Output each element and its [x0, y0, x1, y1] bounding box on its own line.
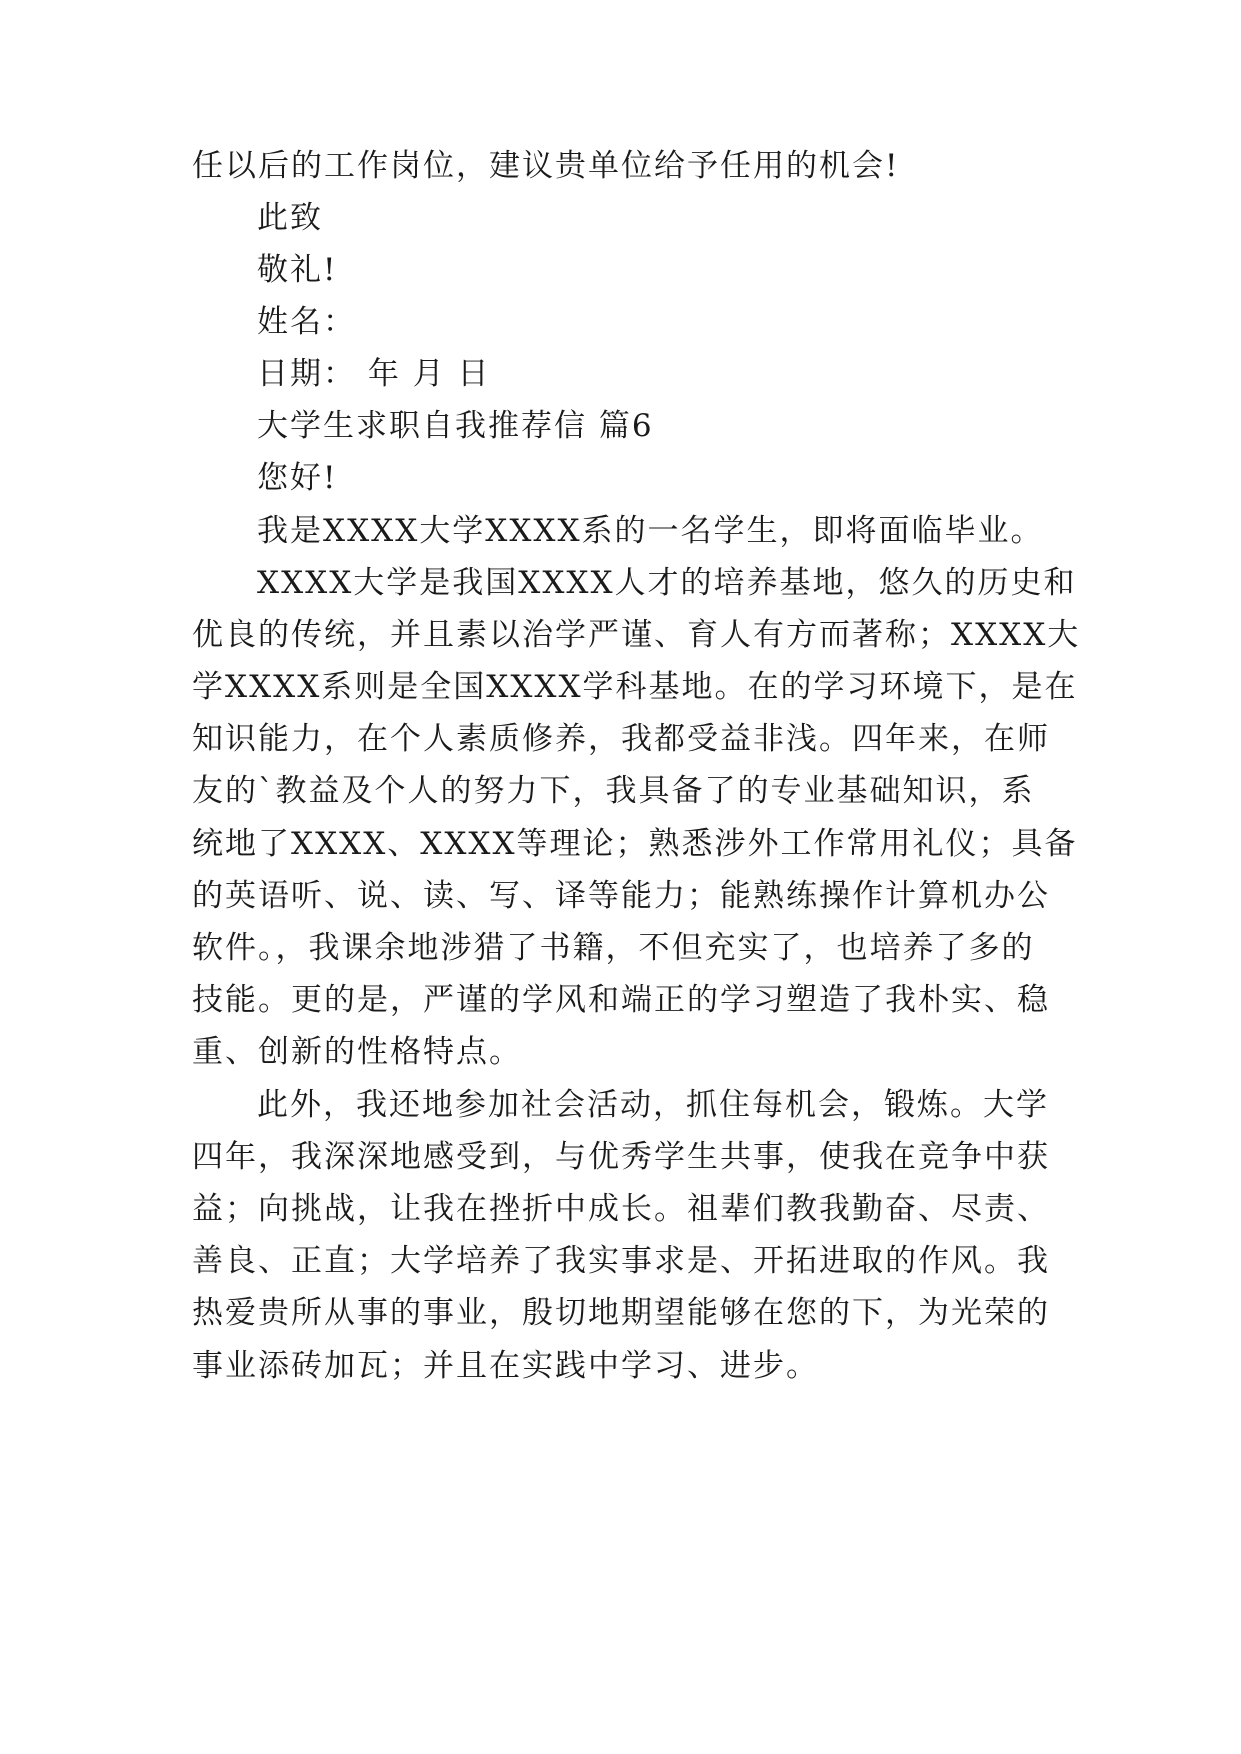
salutation-regards: 敬礼!: [257, 252, 338, 288]
text-line: 重、创新的性格特点。: [192, 1034, 522, 1070]
text-line: 事业添砖加瓦；并且在实践中学习、进步。: [192, 1348, 819, 1384]
text-line: 知识能力，在个人素质修养，我都受益非浅。四年来，在师: [192, 721, 1050, 757]
salutation-closing: 此致: [257, 200, 323, 236]
name-field: 姓名：: [257, 304, 356, 340]
text-line: 热爱贵所从事的事业，殷切地期望能够在您的下，为光荣的: [192, 1295, 1050, 1331]
text-line: 统地了XXXX、XXXX等理论；熟悉涉外工作常用礼仪；具备: [192, 826, 1078, 862]
greeting: 您好!: [257, 460, 338, 496]
text-line: 优良的传统，并且素以治学严谨、育人有方而著称；XXXX大: [192, 617, 1081, 653]
text-line: 四年，我深深地感受到，与优秀学生共事，使我在竞争中获: [192, 1139, 1050, 1175]
text-line: XXXX大学是我国XXXX人才的培养基地，悠久的历史和: [257, 565, 1077, 601]
text-line: 友的`教益及个人的努力下，我具备了的专业基础知识，系: [192, 773, 1035, 809]
text-line: 我是XXXX大学XXXX系的一名学生，即将面临毕业。: [257, 513, 1044, 549]
date-field: 日期： 年 月 日: [257, 356, 491, 392]
text-line: 任以后的工作岗位，建议贵单位给予任用的机会!: [192, 148, 900, 184]
text-line: 益；向挑战，让我在挫折中成长。祖辈们教我勤奋、尽责、: [192, 1191, 1050, 1227]
text-line: 学XXXX系则是全国XXXX学科基地。在的学习环境下，是在: [192, 669, 1078, 705]
text-line: 的英语听、说、读、写、译等能力；能熟练操作计算机办公: [192, 878, 1050, 914]
text-line: 善良、正直；大学培养了我实事求是、开拓进取的作风。我: [192, 1243, 1050, 1279]
text-line: 此外，我还地参加社会活动，抓住每机会，锻炼。大学: [257, 1087, 1049, 1123]
text-line: 软件。，我课余地涉猎了书籍，不但充实了，也培养了多的: [192, 930, 1035, 966]
section-heading: 大学生求职自我推荐信 篇6: [257, 408, 654, 444]
text-line: 技能。更的是，严谨的学风和端正的学习塑造了我朴实、稳: [192, 982, 1050, 1018]
